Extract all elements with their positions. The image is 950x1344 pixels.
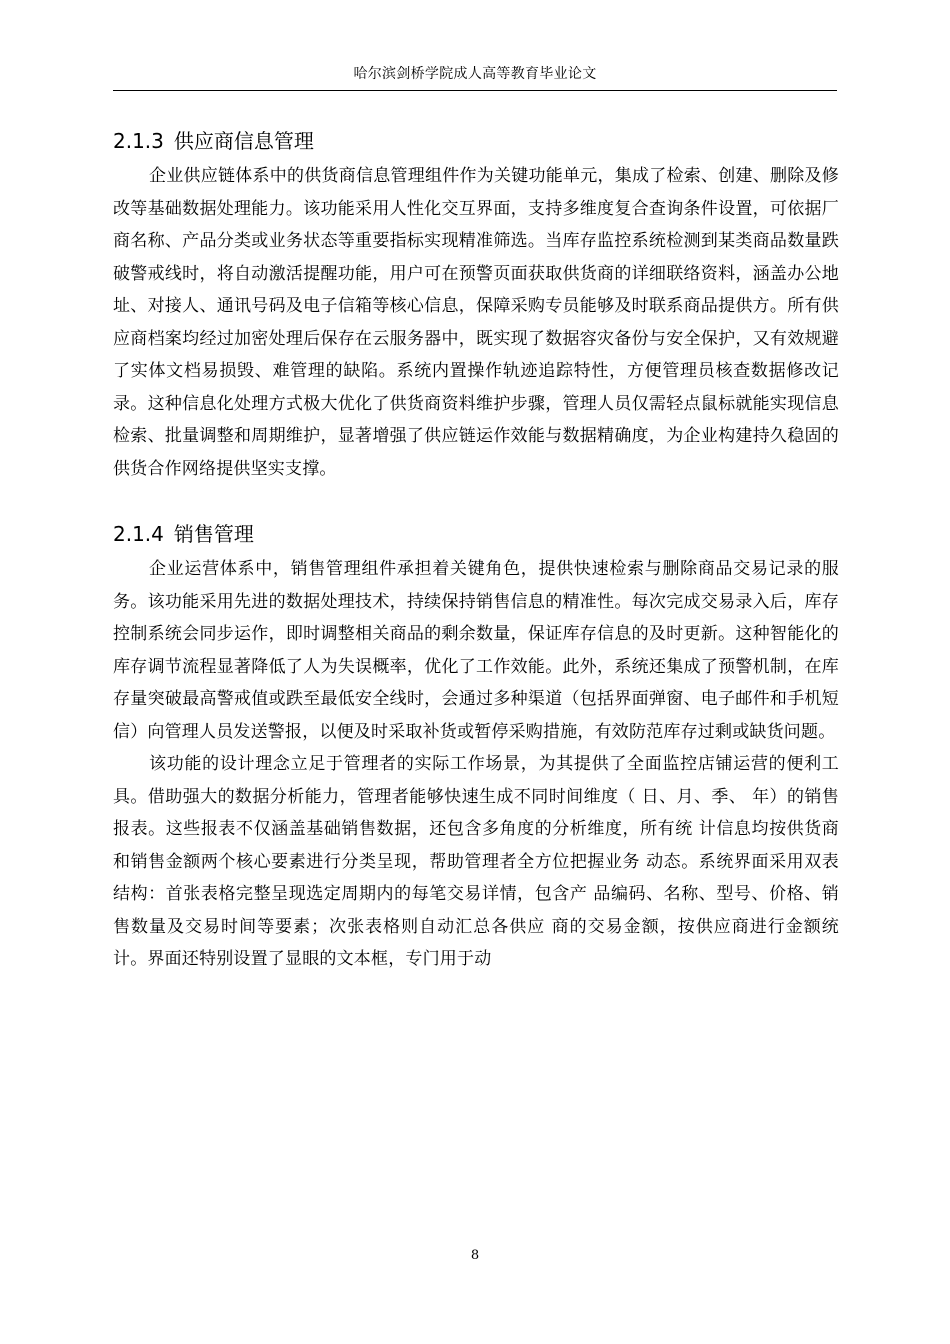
body-paragraph: 企业运营体系中，销售管理组件承担着关键角色，提供快速检索与删除商品交易记录的服务。该功能采用先进的数据处理技术，持续保持销售信息的精准性。每次完成交易录入后，库存控制系统会同步运作，即时调整相关商品的剩余数量，保证库存信息的及时更新。这种智能化的库存调节流程显著降低了人为失误概率，优化了工作效能。此外，系统还集成了预警机制，在库存量突破最高警戒值或跌至最低安全线时，会通过多种渠道（包括界面弹窗、电子邮件和手机短信）向管理人员发送警报，以便及时采取补货或暂停采购措施，有效防范库存过剩或缺货问题。 [113,559,839,742]
body-paragraph: 企业供应链体系中的供货商信息管理组件作为关键功能单元，集成了检索、创建、删除及修改等基础数据处理能力。该功能采用人性化交互界面，支持多维度复合查询条件设置，可依据厂商名称、产品分类或业务状态等重要指标实现精准筛选。当库存监控系统检测到某类商品数量跌破警戒线时，将自动激活提醒功能，用户可在预警页面获取供货商的详细联络资料，涵盖办公地址、对接人、通讯号码及电子信箱等核心信息，保障采购专员能够及时联系商品提供方。所有供应商档案均经过加密处理后保存在云服务器中，既实现了数据容灾备份与安全保护，又有效规避了实体文档易损毁、难管理的缺陷。系统内置操作轨迹追踪特性，方便管理员核查数据修改记录。这种信息化处理方式极大优化了供货商资料维护步骤，管理人员仅需轻点鼠标就能实现信息检索、批量调整和周期维护，显著增强了供应链运作效能与数据精确度，为企业构建持久稳固的供货合作网络提供坚实支撑。 [113,166,839,479]
page-number: 8 [470,1248,480,1263]
section-spacer [113,495,839,515]
page-header [113,62,837,91]
document-body [113,122,839,976]
section-2-1-4 [113,515,839,976]
section-title: 销售管理 [173,522,254,546]
section-number: 2.1.4 [113,522,164,546]
body-paragraph: 该功能的设计理念立足于管理者的实际工作场景，为其提供了全面监控店铺运营的便利工具。借助强大的数据分析能力，管理者能够快速生成不同时间维度（ 日、月、季、 年）的销售报表。这些报表不仅涵盖基础销售数据，还包含多角度的分析维度，所有统 计信息均按供货商和销售金额两个核心要素进行分类呈现，帮助管理者全方位把握业务 动态。系统界面采用双表结构：首张表格完整呈现选定周期内的每笔交易详情，包含产 品编码、名称、型号、价格、销售数量及交易时间等要素；次张表格则自动汇总各供应 商的交易金额，按供应商进行金额统计。界面还特别设置了显眼的文本框，专门用于动 [113,754,839,969]
section-heading [113,122,839,160]
section-2-1-3 [113,122,839,485]
section-title: 供应商信息管理 [173,129,314,153]
section-heading [113,515,839,553]
header-title: 哈尔滨剑桥学院成人高等教育毕业论文 [353,66,597,82]
section-number: 2.1.3 [113,129,164,153]
